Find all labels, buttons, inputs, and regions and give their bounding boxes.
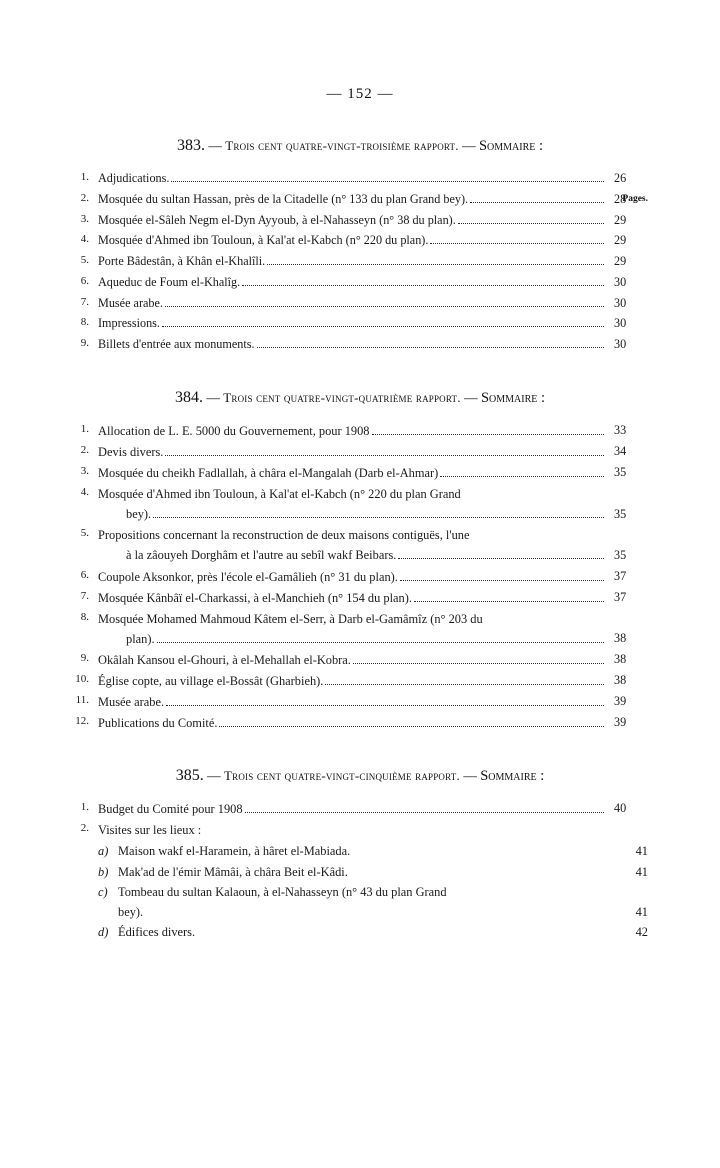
- entry-index: 4.: [80, 233, 89, 246]
- leader-dots: [353, 663, 604, 664]
- section-summary-385: Sommaire :: [480, 768, 545, 785]
- entry-text: Billets d'entrée aux monuments.: [98, 337, 255, 352]
- entry-page: 30: [614, 316, 627, 331]
- entry-page: 35: [614, 547, 627, 562]
- pages-column-label: Pages.: [622, 194, 648, 204]
- entry-text: Musée arabe.: [98, 295, 163, 310]
- toc-entry[interactable]: [72, 211, 648, 231]
- entry-page: 33: [614, 422, 627, 437]
- entry-text: Mosquée du sultan Hassan, près de la Citadelle (n° 133 du plan Grand bey).: [98, 191, 469, 206]
- entry-index: 11.: [75, 694, 89, 707]
- entry-index: 3.: [80, 465, 89, 478]
- subentry-text: Mak'ad de l'émir Mâmâi, à châra Beit el-Kâdi.: [118, 864, 348, 879]
- table-of-contents: [72, 137, 648, 942]
- toc-entry[interactable]: [72, 692, 648, 712]
- leader-dots: [458, 223, 604, 224]
- entry-index: 2.: [80, 443, 89, 456]
- leader-dots: [325, 684, 604, 685]
- section-385: [72, 767, 648, 942]
- heading-dash-385b: —: [463, 768, 477, 784]
- toc-entry[interactable]: [72, 463, 648, 483]
- entry-page: 37: [614, 568, 627, 583]
- heading-dash-383a: —: [208, 138, 222, 153]
- entry-text: Aqueduc de Foum el-Khalîg.: [98, 274, 241, 289]
- entry-page: 34: [614, 443, 627, 458]
- entry-page: 30: [614, 274, 627, 289]
- entry-index: 12.: [75, 715, 89, 728]
- leader-dots: [242, 285, 604, 286]
- leader-dots: [165, 306, 604, 307]
- toc-entry[interactable]: [72, 650, 648, 670]
- entry-text-continued: plan).: [126, 631, 155, 646]
- entry-text: Impressions.: [98, 316, 160, 331]
- heading-dash-384b: —: [464, 389, 478, 405]
- entry-index: 8.: [80, 610, 89, 623]
- entry-page: 38: [614, 651, 627, 666]
- subentry-text: Tombeau du sultan Kalaoun, à el-Nahasseyn (n° 43 du plan Grand: [118, 884, 447, 899]
- entry-page: 29: [614, 212, 627, 227]
- section-383: [72, 137, 648, 355]
- entry-index: 3.: [80, 212, 89, 225]
- document-page: [0, 86, 720, 1168]
- section-title-383: Trois cent quatre-vingt-troisième rapport.: [225, 138, 459, 153]
- leader-dots: [372, 434, 604, 435]
- leader-dots: [400, 580, 604, 581]
- entry-list-385: [72, 799, 648, 942]
- entry-index: 2.: [80, 191, 89, 204]
- section-number-384: 384.: [174, 388, 203, 406]
- entry-list-384: [72, 421, 648, 733]
- leader-dots: [153, 517, 604, 518]
- section-heading-385: [72, 767, 648, 785]
- section-summary-384: Sommaire :: [480, 389, 546, 406]
- toc-entry[interactable]: [72, 799, 648, 819]
- section-title-384: Trois cent quatre-vingt-quatrième rapport.: [223, 389, 461, 405]
- subentry-page: 41: [635, 844, 648, 859]
- entry-page: 38: [614, 673, 627, 688]
- entry-page: 39: [614, 715, 627, 730]
- entry-text: Okâlah Kansou el-Ghouri, à el-Mehallah el-Kobra.: [98, 652, 351, 667]
- toc-subentry[interactable]: [72, 862, 648, 882]
- section-summary-383: Sommaire :: [478, 138, 544, 154]
- section-number-383: 383.: [176, 137, 205, 154]
- entry-index: 6.: [80, 568, 89, 581]
- leader-dots: [257, 347, 604, 348]
- entry-index: 2.: [80, 822, 89, 835]
- entry-page: 28: [614, 191, 627, 206]
- subentry-page: 41: [635, 864, 648, 879]
- entry-page: 29: [614, 233, 627, 248]
- leader-dots: [440, 476, 604, 477]
- entry-index: 9.: [80, 651, 89, 664]
- subentry-letter: d): [98, 924, 109, 939]
- subentry-text: Maison wakf el-Haramein, à hâret el-Mabiada.: [118, 844, 351, 859]
- toc-entry[interactable]: [72, 609, 648, 649]
- leader-dots: [398, 558, 604, 559]
- toc-entry[interactable]: [72, 231, 648, 251]
- entry-page: 30: [614, 337, 627, 352]
- entry-text: Publications du Comité.: [98, 716, 218, 731]
- toc-entry[interactable]: [72, 294, 648, 314]
- toc-subentry[interactable]: [72, 841, 648, 861]
- toc-entry[interactable]: [72, 314, 648, 334]
- entry-list-383: [72, 169, 648, 355]
- toc-entry[interactable]: [72, 169, 648, 189]
- entry-page: 37: [614, 589, 627, 604]
- subentry-letter: b): [98, 864, 109, 879]
- entry-index: 7.: [80, 589, 89, 602]
- entry-page: 38: [614, 631, 627, 646]
- toc-entry[interactable]: [72, 190, 648, 210]
- entry-page: 39: [614, 694, 627, 709]
- entry-index: 1.: [80, 422, 89, 435]
- section-number-385: 385.: [175, 767, 204, 785]
- toc-entry[interactable]: [72, 335, 648, 355]
- entry-index: 8.: [80, 316, 89, 329]
- toc-entry[interactable]: [72, 442, 648, 462]
- entry-index: 6.: [80, 274, 89, 287]
- entry-text: Devis divers.: [98, 444, 164, 459]
- entry-text: Mosquée d'Ahmed ibn Touloun, à Kal'at el-Kabch (n° 220 du plan).: [98, 233, 429, 248]
- leader-dots: [157, 642, 604, 643]
- entry-page: 35: [614, 506, 627, 521]
- leader-dots: [219, 726, 604, 727]
- entry-text-continued: à la zâouyeh Dorghâm et l'autre au sebîl wakf Beibars.: [126, 548, 397, 563]
- toc-subentry[interactable]: [72, 882, 648, 922]
- entry-text: Visites sur les lieux :: [98, 823, 202, 838]
- leader-dots: [430, 243, 604, 244]
- entry-text: Coupole Aksonkor, près l'école el-Gamâlieh (n° 31 du plan).: [98, 569, 398, 584]
- leader-dots: [267, 264, 604, 265]
- section-heading-383: [72, 137, 648, 155]
- leader-dots: [470, 202, 604, 203]
- subentry-text: Édifices divers.: [118, 924, 196, 939]
- entry-index: 10.: [75, 673, 89, 686]
- entry-text: Mosquée du cheikh Fadlallah, à châra el-Mangalah (Darb el-Ahmar): [98, 466, 439, 481]
- subentry-page: 41: [635, 904, 648, 919]
- entry-index: 9.: [80, 337, 89, 350]
- entry-index: 1.: [80, 171, 89, 183]
- leader-dots: [171, 181, 604, 182]
- entry-text: Budget du Comité pour 1908: [98, 802, 243, 817]
- subentry-page: 42: [635, 924, 648, 939]
- section-heading-384: [72, 389, 648, 407]
- leader-dots: [166, 705, 604, 706]
- entry-text: Mosquée d'Ahmed ibn Touloun, à Kal'at el-Kabch (n° 220 du plan Grand: [98, 487, 461, 502]
- entry-page: 30: [614, 295, 627, 310]
- toc-entry[interactable]: [72, 588, 648, 608]
- subentry-letter: c): [98, 884, 108, 899]
- entry-text: Église copte, au village el-Bossât (Gharbieh).: [98, 674, 324, 689]
- entry-text: Allocation de L. E. 5000 du Gouvernement, pour 1908: [98, 423, 370, 438]
- entry-text: Adjudications.: [98, 171, 170, 185]
- heading-dash-385a: —: [207, 768, 221, 784]
- entry-text: Mosquée Mohamed Mahmoud Kâtem el-Serr, à Darb el-Gamâmîz (n° 203 du: [98, 611, 483, 626]
- section-384: [72, 389, 648, 733]
- entry-page: 35: [614, 465, 627, 480]
- leader-dots: [162, 326, 604, 327]
- toc-entry[interactable]: [72, 567, 648, 587]
- toc-entry[interactable]: [72, 273, 648, 293]
- heading-dash-384a: —: [206, 389, 220, 405]
- entry-text: Musée arabe.: [98, 695, 165, 710]
- subentry-letter: a): [98, 844, 109, 859]
- leader-dots: [165, 455, 604, 456]
- heading-dash-383b: —: [462, 138, 476, 153]
- toc-entry[interactable]: [72, 713, 648, 733]
- section-title-385: Trois cent quatre-vingt-cinquième rapport.: [223, 768, 460, 784]
- entry-page: 26: [614, 171, 627, 185]
- toc-entry[interactable]: [72, 671, 648, 691]
- entry-page: 29: [614, 254, 627, 269]
- toc-entry[interactable]: [72, 525, 648, 565]
- entry-text-continued: bey).: [126, 507, 152, 522]
- entry-text: Mosquée Kânbâï el-Charkassi, à el-Manchieh (n° 154 du plan).: [98, 590, 412, 605]
- toc-entry[interactable]: [72, 484, 648, 524]
- toc-entry[interactable]: [72, 820, 648, 840]
- entry-text: Porte Bâdestân, à Khân el-Khalîli.: [98, 254, 266, 269]
- page-number: — 152 —: [326, 86, 394, 102]
- entry-index: 5.: [80, 527, 89, 540]
- leader-dots: [245, 812, 604, 813]
- entry-text: Propositions concernant la reconstruction de deux maisons contiguës, l'une: [98, 528, 470, 543]
- entry-text: Mosquée el-Sâleh Negm el-Dyn Ayyoub, à el-Nahasseyn (n° 38 du plan).: [98, 212, 456, 227]
- entry-index: 7.: [80, 295, 89, 308]
- entry-index: 5.: [80, 254, 89, 267]
- entry-page: 40: [614, 801, 627, 816]
- toc-entry[interactable]: [72, 421, 648, 441]
- toc-entry[interactable]: [72, 252, 648, 272]
- leader-dots: [414, 601, 604, 602]
- entry-index: 1.: [80, 801, 89, 814]
- toc-subentry[interactable]: [72, 922, 648, 942]
- subentry-text-continued: bey).: [118, 904, 144, 919]
- entry-index: 4.: [80, 486, 89, 499]
